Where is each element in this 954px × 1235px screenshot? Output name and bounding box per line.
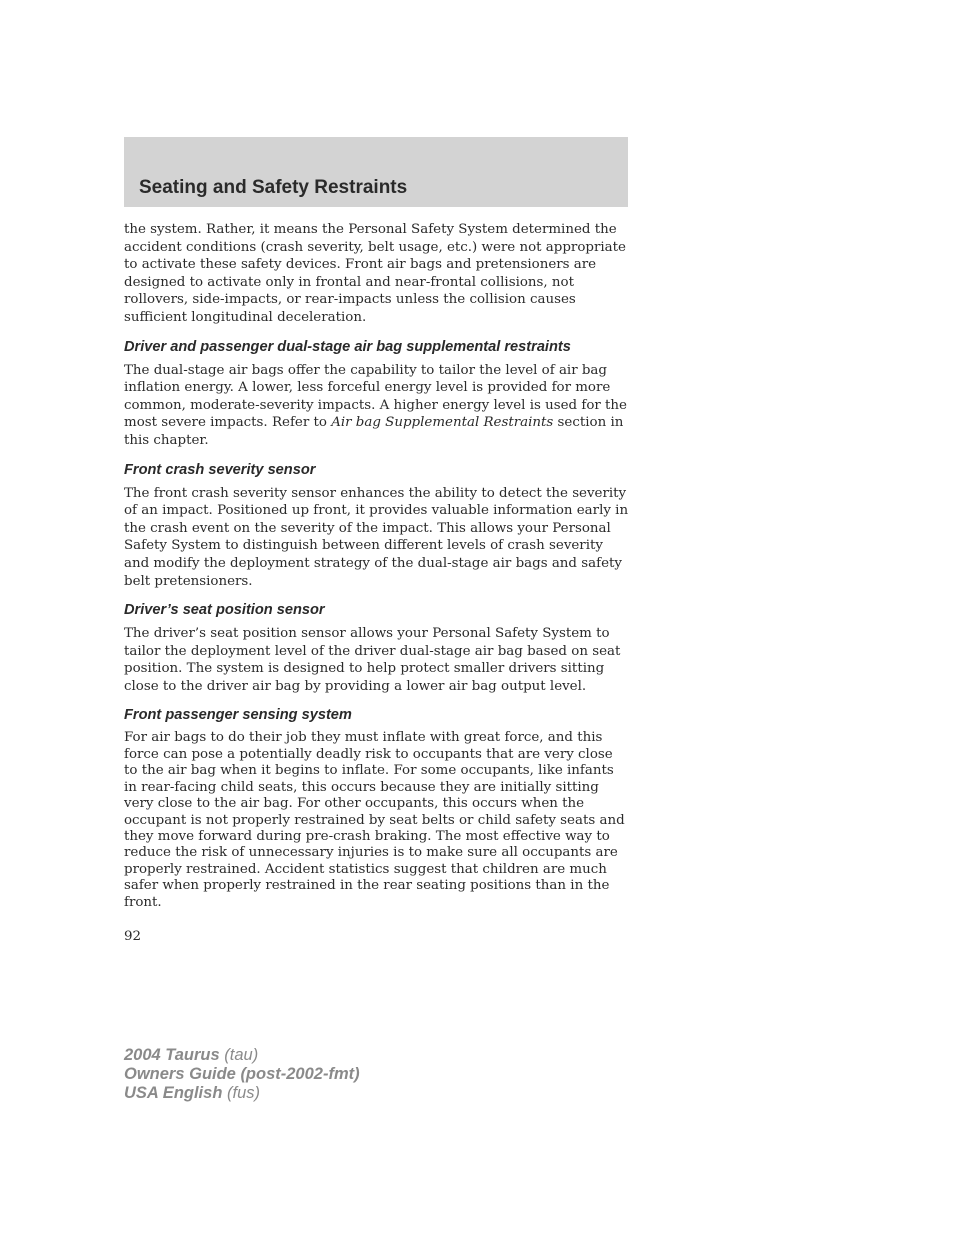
footer-line-guide	[124, 1065, 360, 1084]
paragraph-dual-stage-text-start: The dual-stage air bags offer the capability to tailor the level of air bag inflation energy. A lower, less forceful energy level is provided for more common, moderate-severity impacts. A higher energy level is used for the most severe impacts. Refer to	[124, 362, 627, 431]
footer-line-model	[124, 1046, 360, 1065]
section-title: Seating and Safety Restraints	[139, 177, 408, 198]
page-content	[124, 221, 630, 946]
heading-front-passenger-sensing-system: Front passenger sensing system	[124, 707, 352, 724]
footer-line-language	[124, 1084, 360, 1103]
paragraph-dual-stage-text-end: section in this chapter.	[124, 415, 624, 448]
paragraph-drivers-seat-position-sensor: The driver’s seat position sensor allows your Personal Safety System to tailor the deployment level of the driver dual-stage air bag based on seat position. The system is designed to help protect smaller drivers sitting close to the driver air bag by providing a lower air bag output level.	[124, 626, 621, 694]
page-number: 92	[124, 928, 142, 944]
heading-dual-stage-air-bags: Driver and passenger dual-stage air bag supplemental restraints	[124, 338, 571, 355]
section-header-band	[124, 137, 628, 207]
footer-model-name: 2004 Taurus	[124, 1046, 220, 1064]
paragraph-front-crash-severity-sensor: The front crash severity sensor enhances the ability to detect the severity of an impact. Positioned up front, it provides valuable information early in the crash event on the severity of the impact. This allows your Personal Safety System to distinguish between different levels of crash severity and modify the deployment strategy of the dual-stage air bags and safety belt pretensioners.	[124, 485, 629, 589]
heading-drivers-seat-position-sensor: Driver’s seat position sensor	[124, 602, 325, 619]
intro-paragraph: the system. Rather, it means the Personal Safety System determined the accident conditions (crash severity, belt usage, etc.) were not appropriate to activate these safety devices. Front air bags and pretensioners are designed to activate only in frontal and near-frontal collisions, not rollovers, side-impacts, or rear-impacts unless the collision causes sufficient longitudinal deceleration.	[124, 222, 626, 325]
footer-language-code: (fus)	[222, 1084, 260, 1102]
heading-front-crash-severity-sensor: Front crash severity sensor	[124, 461, 316, 478]
cross-reference-air-bag-restraints: Air bag Supplemental Restraints	[331, 415, 554, 431]
paragraph-front-passenger-sensing-system: For air bags to do their job they must inflate with great force, and this force can pose a potentially deadly risk to occupants that are very close to the air bag when it begins to inflate. For some occupants, like infants in rear-facing child seats, this occurs because they are initially sitting very close to the air bag. For other occupants, this occurs when the occupant is not properly restrained by seat belts or child safety seats and they move forward during pre-crash braking. The most effective way to reduce the risk of unnecessary injuries is to make sure all occupants are properly restrained. Accident statistics suggest that children are much safer when properly restrained in the rear seating positions than in the front.	[124, 730, 625, 910]
document-footer	[124, 1046, 360, 1103]
footer-guide-name: Owners Guide (post-2002-fmt)	[124, 1065, 360, 1083]
footer-language-name: USA English	[124, 1084, 223, 1102]
paragraph-dual-stage-air-bags	[124, 362, 630, 450]
footer-model-code: (tau)	[219, 1046, 259, 1064]
